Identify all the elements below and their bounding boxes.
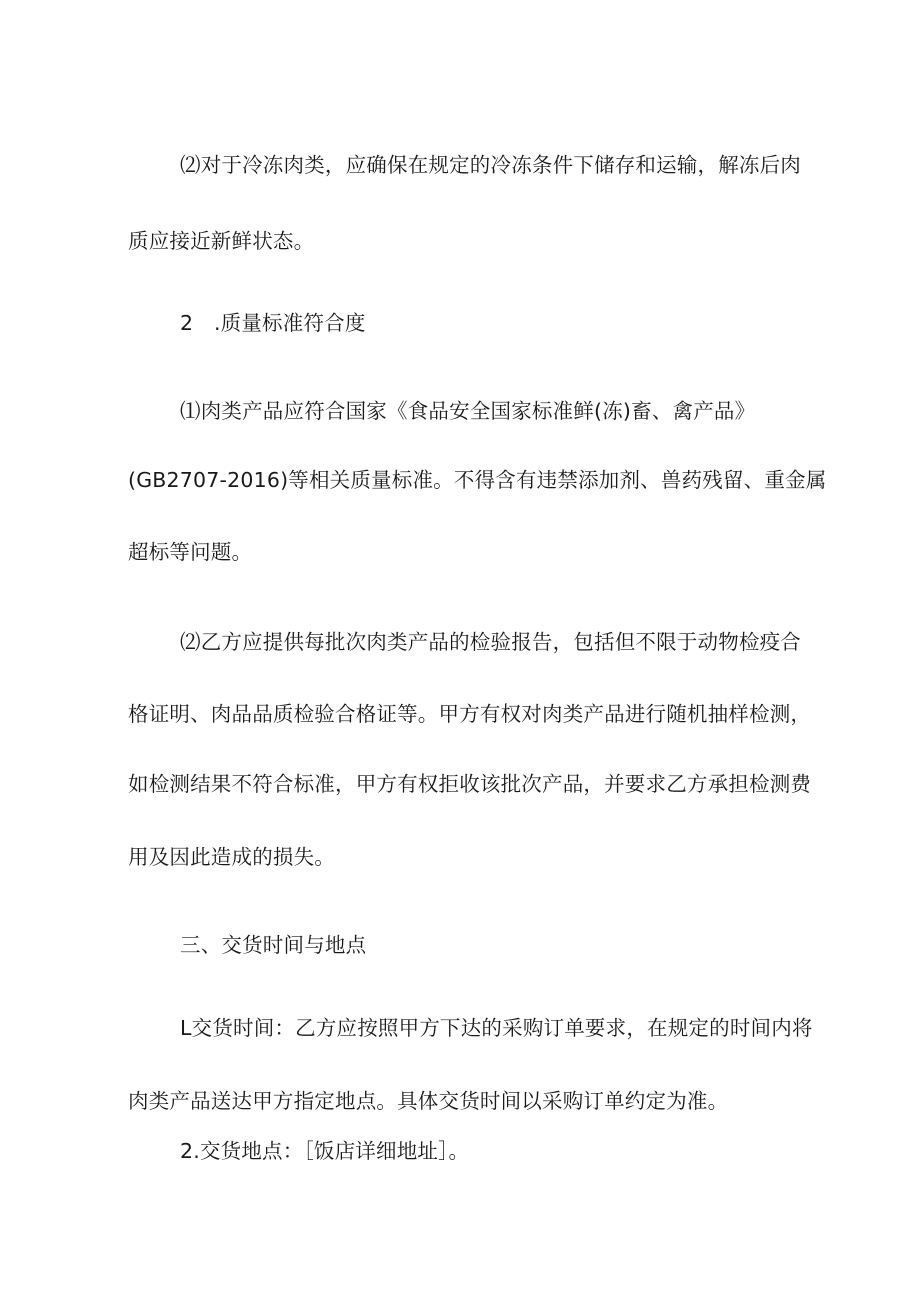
paragraph-line: 2.交货地点：［饭店详细地址］。 <box>180 1139 470 1163</box>
paragraph-line: L交货时间：乙方应按照甲方下达的采购订单要求，在规定的时间内将 <box>180 1016 813 1040</box>
paragraph-line: 格证明、肉品品质检验合格证等。甲方有权对肉类产品进行随机抽样检测， <box>128 702 812 726</box>
paragraph-line: (GB2707-2016)等相关质量标准。不得含有违禁添加剂、兽药残留、重金属 <box>128 468 827 492</box>
paragraph-line: 超标等问题。 <box>128 540 253 564</box>
paragraph-line: 用及因此造成的损失。 <box>128 845 335 869</box>
paragraph-line: ⑵对于冷冻肉类，应确保在规定的冷冻条件下储存和运输，解冻后肉 <box>180 153 801 177</box>
paragraph-line: 如检测结果不符合标准，甲方有权拒收该批次产品，并要求乙方承担检测费 <box>128 772 812 796</box>
section-heading: 2 .质量标准符合度 <box>180 311 366 335</box>
paragraph-line: 质应接近新鲜状态。 <box>128 229 315 253</box>
paragraph-line: 肉类产品送达甲方指定地点。具体交货时间以采购订单约定为准。 <box>128 1089 729 1113</box>
section-heading: 三、交货时间与地点 <box>180 933 367 957</box>
paragraph-line: ⑵乙方应提供每批次肉类产品的检验报告，包括但不限于动物检疫合 <box>180 630 801 654</box>
paragraph-line: ⑴肉类产品应符合国家《食品安全国家标准鲜(冻)畜、禽产品》 <box>180 399 756 423</box>
